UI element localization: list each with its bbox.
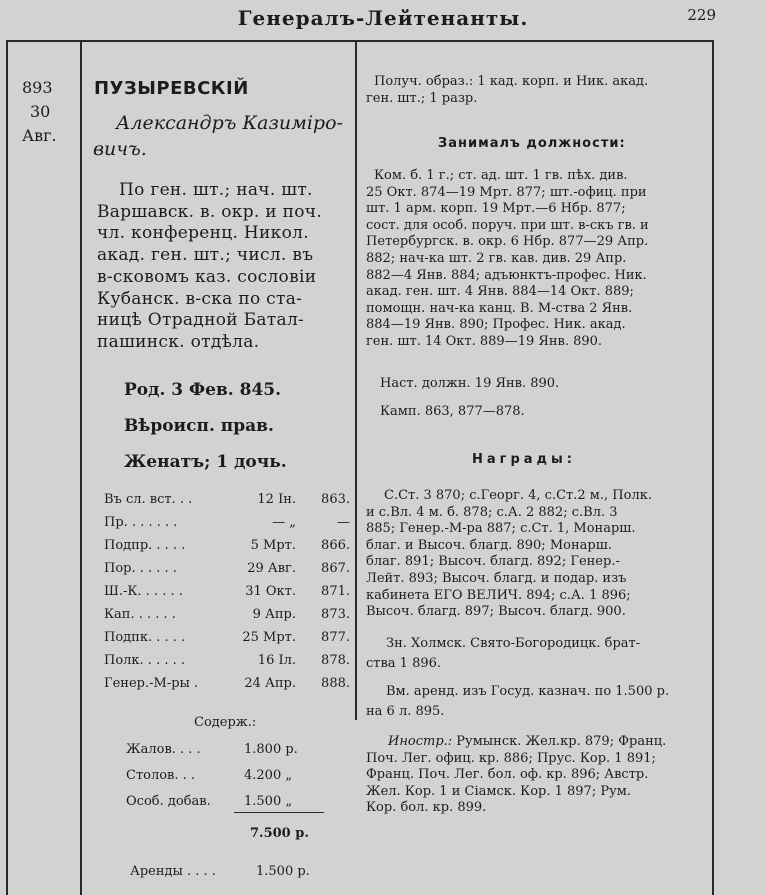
positions-line: ген. шт. 14 Окт. 889—19 Янв. 890. — [366, 334, 603, 349]
duties-line: Варшавск. в. окр. и поч. — [97, 201, 323, 222]
brotherhood-line: Зн. Холмск. Свято-Богородицк. брат- — [386, 636, 641, 651]
service-rank: Полк. . . . . . — [104, 653, 186, 668]
salary-total: 7.500 р. — [250, 826, 309, 841]
rent-grant-line: Вм. аренд. изъ Госуд. казнач. по 1.500 р. — [386, 684, 670, 699]
foreign-orders-line: Франц. Поч. Лег. бол. оф. кр. 896; Австр. — [366, 767, 649, 783]
service-rank: Ш.-К. . . . . . — [104, 584, 183, 599]
service-date: 12 Ін. — [257, 492, 296, 507]
positions-line: 25 Окт. 874—19 Мрт. 877; шт.-офиц. при — [366, 184, 647, 200]
duties-line: акад. ген. шт.; числ. въ — [97, 245, 314, 266]
duties-line: чл. конференц. Никол. — [97, 223, 309, 244]
service-date: 31 Окт. — [245, 584, 296, 599]
rent-label: Аренды . . . . — [130, 864, 216, 879]
religion: Вѣроисп. прав. — [124, 416, 274, 436]
service-year: 877. — [321, 630, 350, 645]
awards-line: Высоч. благд. 897; Высоч. благд. 900. — [366, 604, 626, 620]
left-border — [6, 40, 8, 895]
service-rank: Подпр. . . . . — [104, 538, 186, 553]
awards-line: кабинета ЕГО ВЕЛИЧ. 894; с.А. 1 896; — [366, 587, 631, 603]
rent-amount: 1.500 р. — [256, 864, 310, 879]
number-column-divider — [80, 40, 82, 895]
salary-label: Особ. добав. — [126, 794, 211, 809]
page-number: 229 — [687, 6, 716, 24]
birth-date: Род. 3 Фев. 845. — [124, 380, 282, 400]
service-date: 25 Мрт. — [242, 630, 296, 645]
service-rank: Кап. . . . . . — [104, 607, 176, 622]
service-rank: Пр. . . . . . . — [104, 515, 178, 530]
salary-label: Жалов. . . . — [126, 742, 201, 757]
positions-line: 884—19 Янв. 890; Профес. Ник. акад. — [366, 317, 626, 333]
awards-line: С.Ст. 3 870; с.Георг. 4, с.Ст.2 м., Полк. — [384, 488, 652, 503]
entry-month: Авг. — [22, 126, 57, 145]
duties-line: в-сковомъ каз. сословіи — [97, 266, 317, 287]
service-year: 878. — [321, 653, 350, 668]
foreign-orders-label: Иностр.: — [388, 734, 453, 749]
positions-line: шт. 1 арм. корп. 19 Мрт.—6 Нбр. 877; — [366, 201, 626, 217]
duties-line: ницѣ Отрадной Батал- — [97, 310, 305, 331]
awards-line: благ. и Высоч. благд. 890; Монарш. — [366, 537, 612, 553]
service-rank: Въ сл. вст. . . — [104, 492, 193, 507]
center-column-divider — [355, 40, 357, 720]
salary-amount: 1.800 р. — [244, 742, 298, 757]
page-header-title: Генералъ-Лейтенанты. — [237, 6, 529, 30]
foreign-orders-line: Жел. Кор. 1 и Сіамск. Кор. 1 897; Рум. — [366, 783, 631, 799]
brotherhood-line: ства 1 896. — [366, 656, 442, 671]
duties-line: пашинск. отдѣла. — [97, 331, 260, 352]
positions-line: акад. ген. шт. 4 Янв. 884—14 Окт. 889; — [366, 284, 634, 300]
duties-line: Кубанск. в-ска по ста- — [97, 288, 303, 309]
service-year: — — [337, 515, 350, 530]
surname: ПУЗЫРЕВСКIЙ — [94, 78, 249, 99]
positions-line: 882; нач-ка шт. 2 гв. кав. див. 29 Апр. — [366, 251, 627, 266]
service-date: 5 Мрт. — [250, 538, 296, 553]
salary-amount: 4.200 „ — [244, 768, 293, 783]
salary-title: Содерж.: — [194, 715, 257, 730]
given-name-line-1: Александръ Казиміро- — [116, 112, 343, 134]
positions-line: Петербургск. в. окр. 6 Нбр. 877—29 Апр. — [366, 234, 649, 250]
awards-line: и с.Вл. 4 м. б. 878; с.А. 2 882; с.Вл. 3 — [366, 504, 618, 520]
service-date: 9 Апр. — [252, 607, 296, 622]
positions-line: помощн. нач-ка канц. В. М-ства 2 Янв. — [366, 300, 633, 316]
service-year: 867. — [321, 561, 350, 576]
service-year: 888. — [321, 676, 350, 691]
service-rank: Генер.-М-ры . — [104, 676, 199, 691]
awards-line: благ. 891; Высоч. благд. 892; Генер.- — [366, 554, 620, 570]
positions-line: Ком. б. 1 г.; ст. ад. шт. 1 гв. пѣх. див. — [374, 168, 628, 183]
positions-line: сост. для особ. поруч. при шт. в-скъ гв. и — [366, 217, 649, 233]
header-rule — [6, 40, 714, 42]
service-date: — „ — [272, 515, 296, 530]
salary-amount: 1.500 „ — [244, 794, 293, 809]
positions-title: Занималъ должности: — [438, 136, 626, 151]
awards-title: Награды: — [472, 452, 576, 467]
foreign-orders-line: Поч. Лег. офиц. кр. 886; Прус. Кор. 1 891; — [366, 750, 656, 766]
service-year: 871. — [321, 584, 350, 599]
salary-label: Столов. . . — [126, 768, 196, 783]
positions-line: 882—4 Янв. 884; адъюнктъ-профес. Ник. — [366, 267, 647, 283]
family-status: Женатъ; 1 дочь. — [124, 452, 287, 472]
rent-grant-line: на 6 л. 895. — [366, 704, 445, 719]
foreign-orders-line: Кор. бол. кр. 899. — [366, 800, 487, 816]
duties-line: По ген. шт.; нач. шт. — [119, 180, 313, 200]
entry-number: 893 — [22, 78, 53, 97]
entry-day: 30 — [30, 102, 51, 121]
service-year: 873. — [321, 607, 350, 622]
current-post: Наст. должн. 19 Янв. 890. — [380, 376, 560, 391]
service-date: 24 Апр. — [244, 676, 296, 691]
education-line: ген. шт.; 1 разр. — [366, 90, 478, 106]
awards-line: 885; Генер.-М-ра 887; с.Ст. 1, Монарш. — [366, 521, 636, 537]
awards-line: Лейт. 893; Высоч. благд. и подар. изъ — [366, 571, 627, 586]
service-year: 863. — [321, 492, 350, 507]
service-year: 866. — [321, 538, 350, 553]
service-rank: Подпк. . . . . — [104, 630, 186, 645]
foreign-orders-line: Иностр.: Румынск. Жел.кр. 879; Франц. — [388, 734, 667, 749]
service-rank: Пор. . . . . . — [104, 561, 177, 576]
campaigns: Камп. 863, 877—878. — [380, 404, 525, 419]
service-date: 16 Іл. — [257, 653, 296, 668]
given-name-line-2: вичъ. — [93, 138, 147, 160]
salary-sum-rule — [234, 812, 324, 813]
education-line: Получ. образ.: 1 кад. корп. и Ник. акад. — [374, 74, 649, 89]
service-date: 29 Авг. — [247, 561, 296, 576]
right-border — [712, 40, 714, 895]
